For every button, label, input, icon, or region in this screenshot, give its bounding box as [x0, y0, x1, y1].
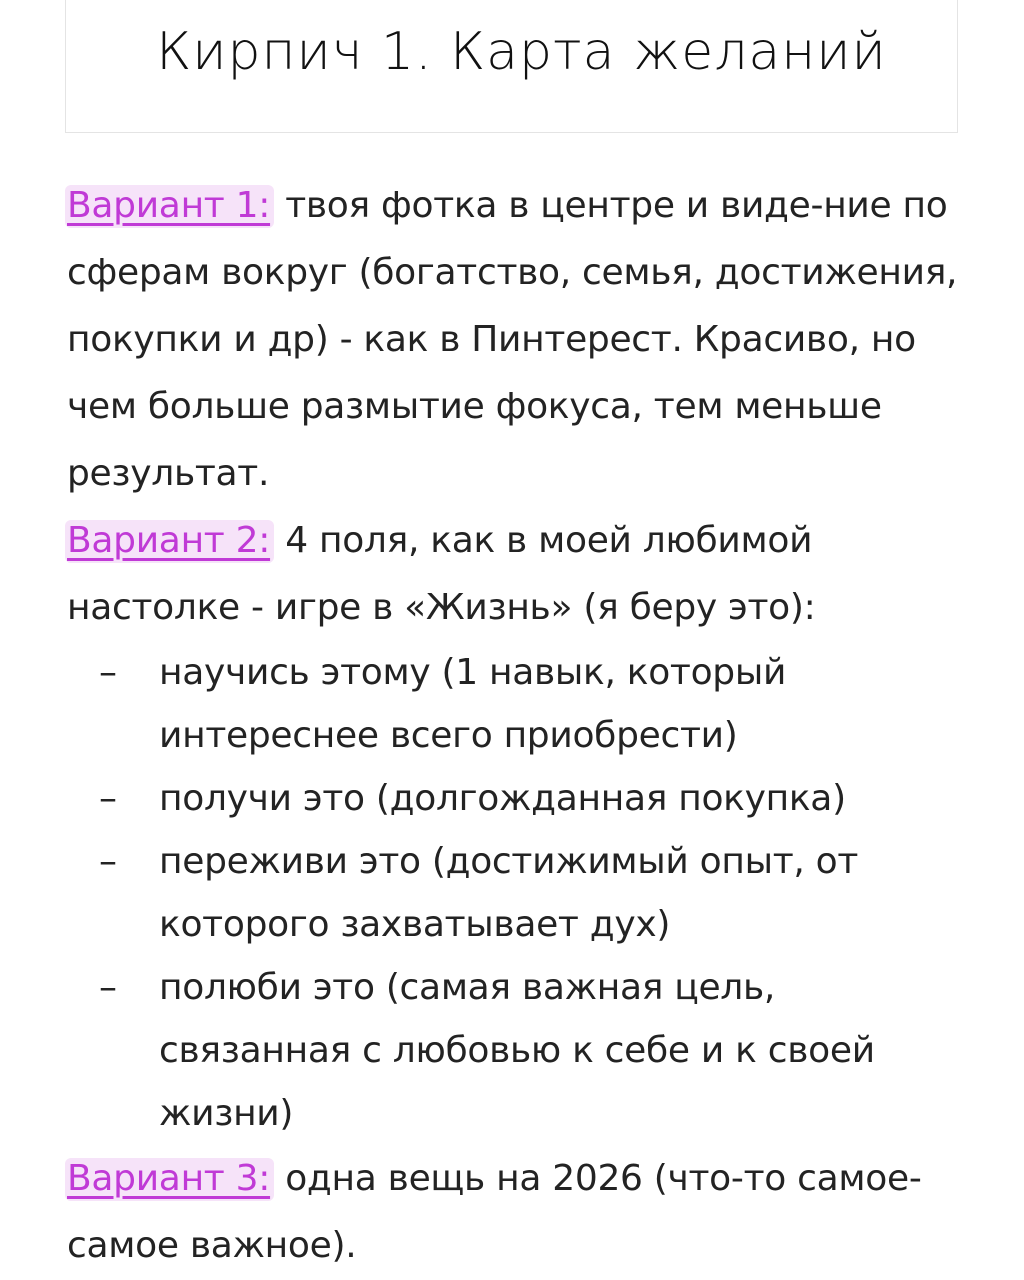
- title-box: [65, 0, 958, 133]
- document-body: [67, 172, 967, 1279]
- variant-2-label[interactable]: Вариант 2:: [65, 520, 274, 563]
- variant-3-text: одна вещь на 2026 (что-то самое-самое важное).: [67, 1158, 922, 1266]
- list-item-text: получи это (долгожданная покупка): [159, 778, 846, 819]
- variant-3-label[interactable]: Вариант 3:: [65, 1158, 274, 1201]
- variant-3-paragraph: [67, 1145, 967, 1279]
- variant-2-text: 4 поля, как в моей любимой настолке - игре в «Жизнь» (я беру это):: [67, 520, 816, 628]
- list-item-text: переживи это (достижимый опыт, от которого захватывает дух): [159, 841, 859, 945]
- dash-bullet: –: [99, 967, 117, 1008]
- variant-1-text: твоя фотка в центре и виде-ние по сферам вокруг (богатство, семья, достижения, покупки и др) - как в Пинтерест. Красиво, но чем больше размытие фокуса, тем меньше результат.: [67, 185, 958, 494]
- list-item: [67, 830, 967, 956]
- dash-bullet: –: [99, 841, 117, 882]
- list-item: [67, 641, 967, 767]
- page-title: Кирпич 1. Карта желаний: [156, 22, 887, 82]
- variant-1-label[interactable]: Вариант 1:: [65, 185, 274, 228]
- list-item: [67, 956, 967, 1145]
- variant-2-list: [67, 641, 967, 1145]
- list-item-text: полюби это (самая важная цель, связанная с любовью к себе и к своей жизни): [159, 967, 875, 1134]
- dash-bullet: –: [99, 652, 117, 693]
- variant-2-paragraph: [67, 507, 967, 641]
- list-item: [67, 767, 967, 830]
- variant-1-paragraph: [67, 172, 967, 507]
- dash-bullet: –: [99, 778, 117, 819]
- list-item-text: научись этому (1 навык, который интереснее всего приобрести): [159, 652, 787, 756]
